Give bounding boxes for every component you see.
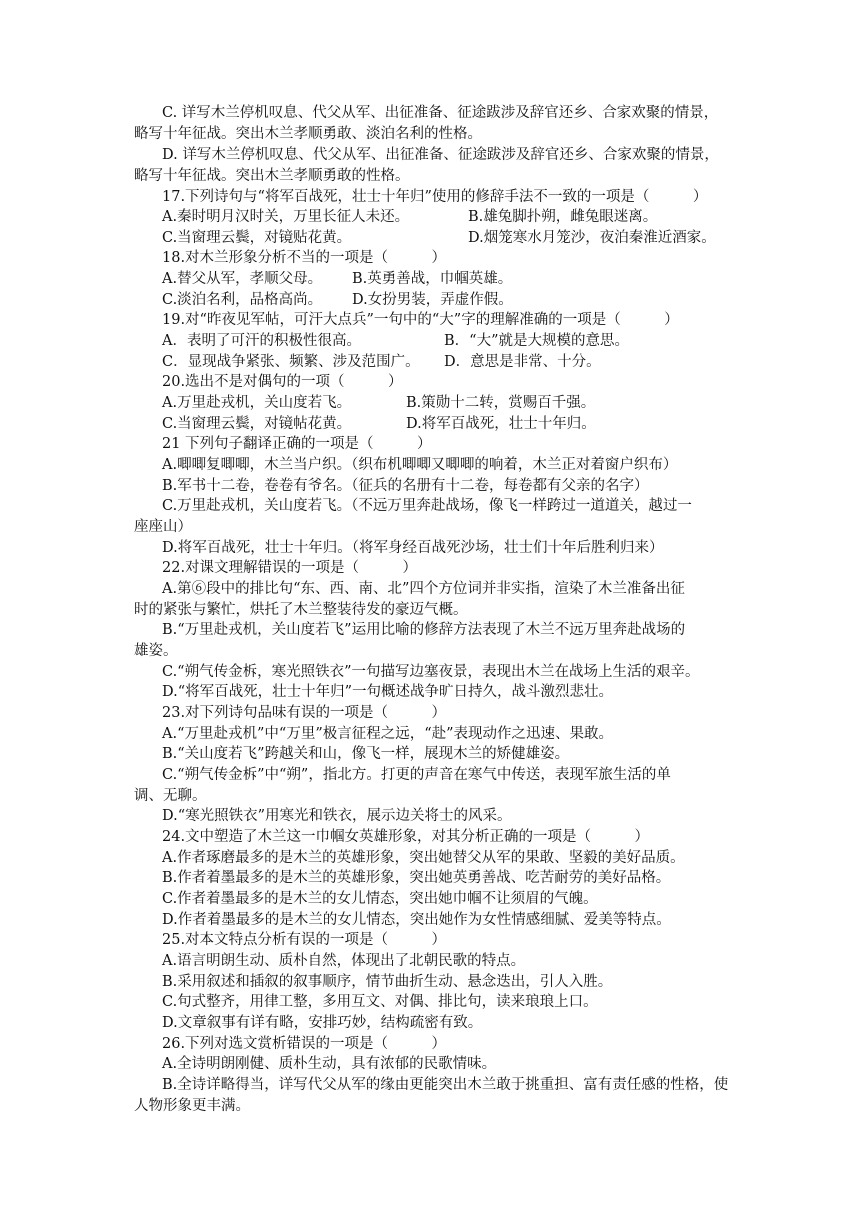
q21-option-b: B.军书十二卷，卷卷有爷名。（征兵的名册有十二卷，每卷都有父亲的名字） [162,478,649,494]
q20-option-c: C.当窗理云鬓，对镜帖花黄。 [162,416,352,432]
q26-option-b-line-1: B.全诗详略得当，详写代父从军的缘由更能突出木兰敢于挑重担、富有责任感的性格，使 [162,1077,729,1093]
q21-option-c-line-2: 座座山） [134,519,192,535]
q22-option-b-line-1: B.“万里赴戎机，关山度若飞”运用比喻的修辞方法表现了木兰不远万里奔赴战场的 [162,622,686,638]
option-d-line-2: 略写十年征战。突出木兰孝顺勇敢的性格。 [134,168,410,184]
q23-option-b: B.“关山度若飞”跨越关和山，像飞一样，展现木兰的矫健雄姿。 [162,746,570,762]
q17-option-b: B.雄兔脚扑朔，雌兔眼迷离。 [468,209,658,225]
question-18: 18.对木兰形象分析不当的一项是（ ） [162,250,447,266]
q23-option-a: A.“万里赴戎机”中“万里”极言征程之远，“赴”表现动作之迅速、果敢。 [162,726,614,742]
option-c-line-2: 略写十年征战。突出木兰孝顺勇敢、淡泊名利的性格。 [134,126,482,142]
q21-option-d: D.将军百战死，壮士十年归。（将军身经百战死沙场，壮士们十年后胜利归来） [162,540,664,556]
question-20: 20.选出不是对偶句的一项（ ） [162,374,403,390]
q17-option-d: D.烟笼寒水月笼沙，夜泊秦淮近酒家。 [468,230,716,246]
q18-option-b: B.英勇善战，巾帼英雄。 [352,271,513,287]
q24-option-b: B.作者着墨最多的是木兰的英雄形象，突出她英勇善战、吃苦耐劳的美好品格。 [162,870,671,886]
question-26: 26.下列对选文赏析错误的一项是（ ） [162,1036,447,1052]
q19-option-a: A．表明了可汗的积极性很高。 [162,333,361,349]
option-d-line-1: D. 详写木兰停机叹息、代父从军、出征准备、征途跋涉及辞官还乡、合家欢聚的情景， [162,147,719,163]
question-19: 19.对“昨夜见军帖，可汗大点兵”一句中的“大”字的理解准确的一项是（ ） [162,312,679,328]
question-21: 21 下列句子翻译正确的一项是（ ） [162,436,432,452]
question-25: 25.对本文特点分析有误的一项是（ ） [162,932,447,948]
q17-option-a: A.秦时明月汉时关，万里长征人未还。 [162,209,410,225]
q22-option-b-line-2: 雄姿。 [134,643,178,659]
q19-option-d: D．意思是非常、十分。 [444,354,601,370]
q23-option-c-line-2: 调、无聊。 [134,788,207,804]
q25-option-a: A.语言明朗生动、质朴自然，体现出了北朝民歌的特点。 [162,953,526,969]
q22-option-a-line-2: 时的紧张与繁忙，烘托了木兰整装待发的豪迈气概。 [134,602,468,618]
q23-option-d: D.“寒光照铁衣”用寒光和铁衣，展示边关将士的风采。 [162,808,512,824]
q19-option-b: B．“大”就是大规模的意思。 [444,333,629,349]
question-24: 24.文中塑造了木兰这一巾帼女英雄形象，对其分析正确的一项是（ ） [162,829,650,845]
q24-option-d: D.作者着墨最多的是木兰的女儿情态，突出她作为女性情感细腻、爱美等特点。 [162,912,671,928]
q17-option-c: C.当窗理云鬓，对镜贴花黄。 [162,230,352,246]
q26-option-a: A.全诗明朗刚健、质朴生动，具有浓郁的民歌情味。 [162,1056,497,1072]
question-23: 23.对下列诗句品味有误的一项是（ ） [162,705,447,721]
q21-option-a: A.唧唧复唧唧，木兰当户织。（织布机唧唧又唧唧的响着，木兰正对着窗户织布） [162,457,678,473]
q18-option-c: C.淡泊名利，品格高尚。 [162,292,323,308]
q22-option-a-line-1: A.第⑥段中的排比句“东、西、南、北”四个方位词并非实指，渲染了木兰准备出征 [162,581,685,597]
q24-option-a: A.作者琢磨最多的是木兰的英雄形象，突出她替父从军的果敢、坚毅的美好品质。 [162,850,685,866]
q22-option-d: D.“将军百战死，壮士十年归”一句概述战争旷日持久，战斗激烈悲壮。 [162,684,614,700]
q24-option-c: C.作者着墨最多的是木兰的女儿情态，突出她巾帼不让须眉的气魄。 [162,891,598,907]
q21-option-c-line-1: C.万里赴戎机，关山度若飞。（不远万里奔赴战场，像飞一样跨过一道道关，越过一 [162,498,692,514]
q25-option-d: D.文章叙事有详有略，安排巧妙，结构疏密有致。 [162,1015,483,1031]
question-17: 17.下列诗句与“将军百战死，壮士十年归”使用的修辞手法不一致的一项是（ ） [162,189,708,205]
question-22: 22.对课文理解错误的一项是（ ） [162,560,418,576]
q20-option-b: B.策勋十二转，赏赐百千强。 [406,395,596,411]
q19-option-c: C．显现战争紧张、频繁、涉及范围广。 [162,354,420,370]
q25-option-b: B.采用叙述和插叙的叙事顺序，情节曲折生动、悬念迭出，引人入胜。 [162,974,613,990]
q20-option-a: A.万里赴戎机，关山度若飞。 [162,395,352,411]
q26-option-b-line-2: 人物形象更丰满。 [134,1098,250,1114]
q18-option-a: A.替父从军，孝顺父母。 [162,271,323,287]
q22-option-c: C.“朔气传金柝，寒光照铁衣”一句描写边塞夜景，表现出木兰在战场上生活的艰辛。 [162,664,700,680]
q18-option-d: D.女扮男装，弄虚作假。 [352,292,513,308]
q20-option-d: D.将军百战死，壮士十年归。 [406,416,596,432]
q23-option-c-line-1: C.“朔气传金柝”中“朔”，指北方。打更的声音在寒气中传送，表现军旅生活的单 [162,767,671,783]
q25-option-c: C.句式整齐，用律工整，多用互文、对偶、排比句，读来琅琅上口。 [162,994,598,1010]
option-c-line-1: C. 详写木兰停机叹息、代父从军、出征准备、征途跋涉及辞官还乡、合家欢聚的情景， [162,105,719,121]
